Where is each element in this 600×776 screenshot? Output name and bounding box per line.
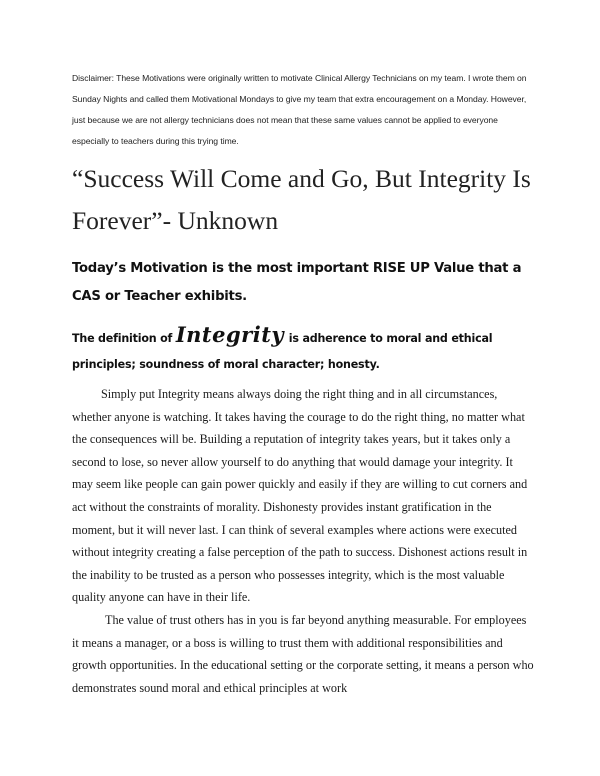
quote-title: “Success Will Come and Go, But Integrity Is Forever”- Unknown (72, 164, 531, 235)
disclaimer-text: Disclaimer: These Motivations were originally written to motivate Clinical Allergy Technicians on my team. I wrote them on Sunday Nights and called them Motivational Mondays to give my team that extra encouragement on a Monday. However, just because we are not allergy technicians does not mean that these same values cannot be applied to everyone especially to teachers during this trying time. (72, 73, 527, 146)
body-paragraph-1: Simply put Integrity means always doing the right thing and in all circumstances, whether anyone is watching. It takes having the courage to do the right thing, no matter what the consequences will be. Building a reputation of integrity takes years, but it takes only a second to lose, so never allow yourself to do anything that would damage your integrity. It may seem like people can gain power quickly and easily if they are willing to cut corners and act without the constraints of morality. Dishonesty provides instant gratification in the moment, but it will never last. I can think of several examples where actions were executed without integrity creating a false perception of the path to success. Dishonest actions result in the inability to be trusted as a person who possesses integrity, which is the most valuable quality anyone can have in their life. (72, 387, 528, 605)
motivation-heading: Today’s Motivation is the most important RISE UP Value that a CAS or Teacher exhibits. (72, 261, 522, 304)
definition-word: Integrity (175, 322, 285, 347)
body-paragraph-2: The value of trust others has in you is far beyond anything measurable. For employees it means a manager, or a boss is willing to trust them with additional responsibilities and growth opportunities. In the educational setting or the corporate setting, it means a person who demonstrates sound moral and ethical principles at work (72, 613, 534, 695)
definition-suffix: is adherence to moral and ethical principles; soundness of moral character; honesty. (72, 332, 493, 371)
definition-text (72, 322, 542, 378)
definition-prefix: The definition of (72, 332, 176, 345)
